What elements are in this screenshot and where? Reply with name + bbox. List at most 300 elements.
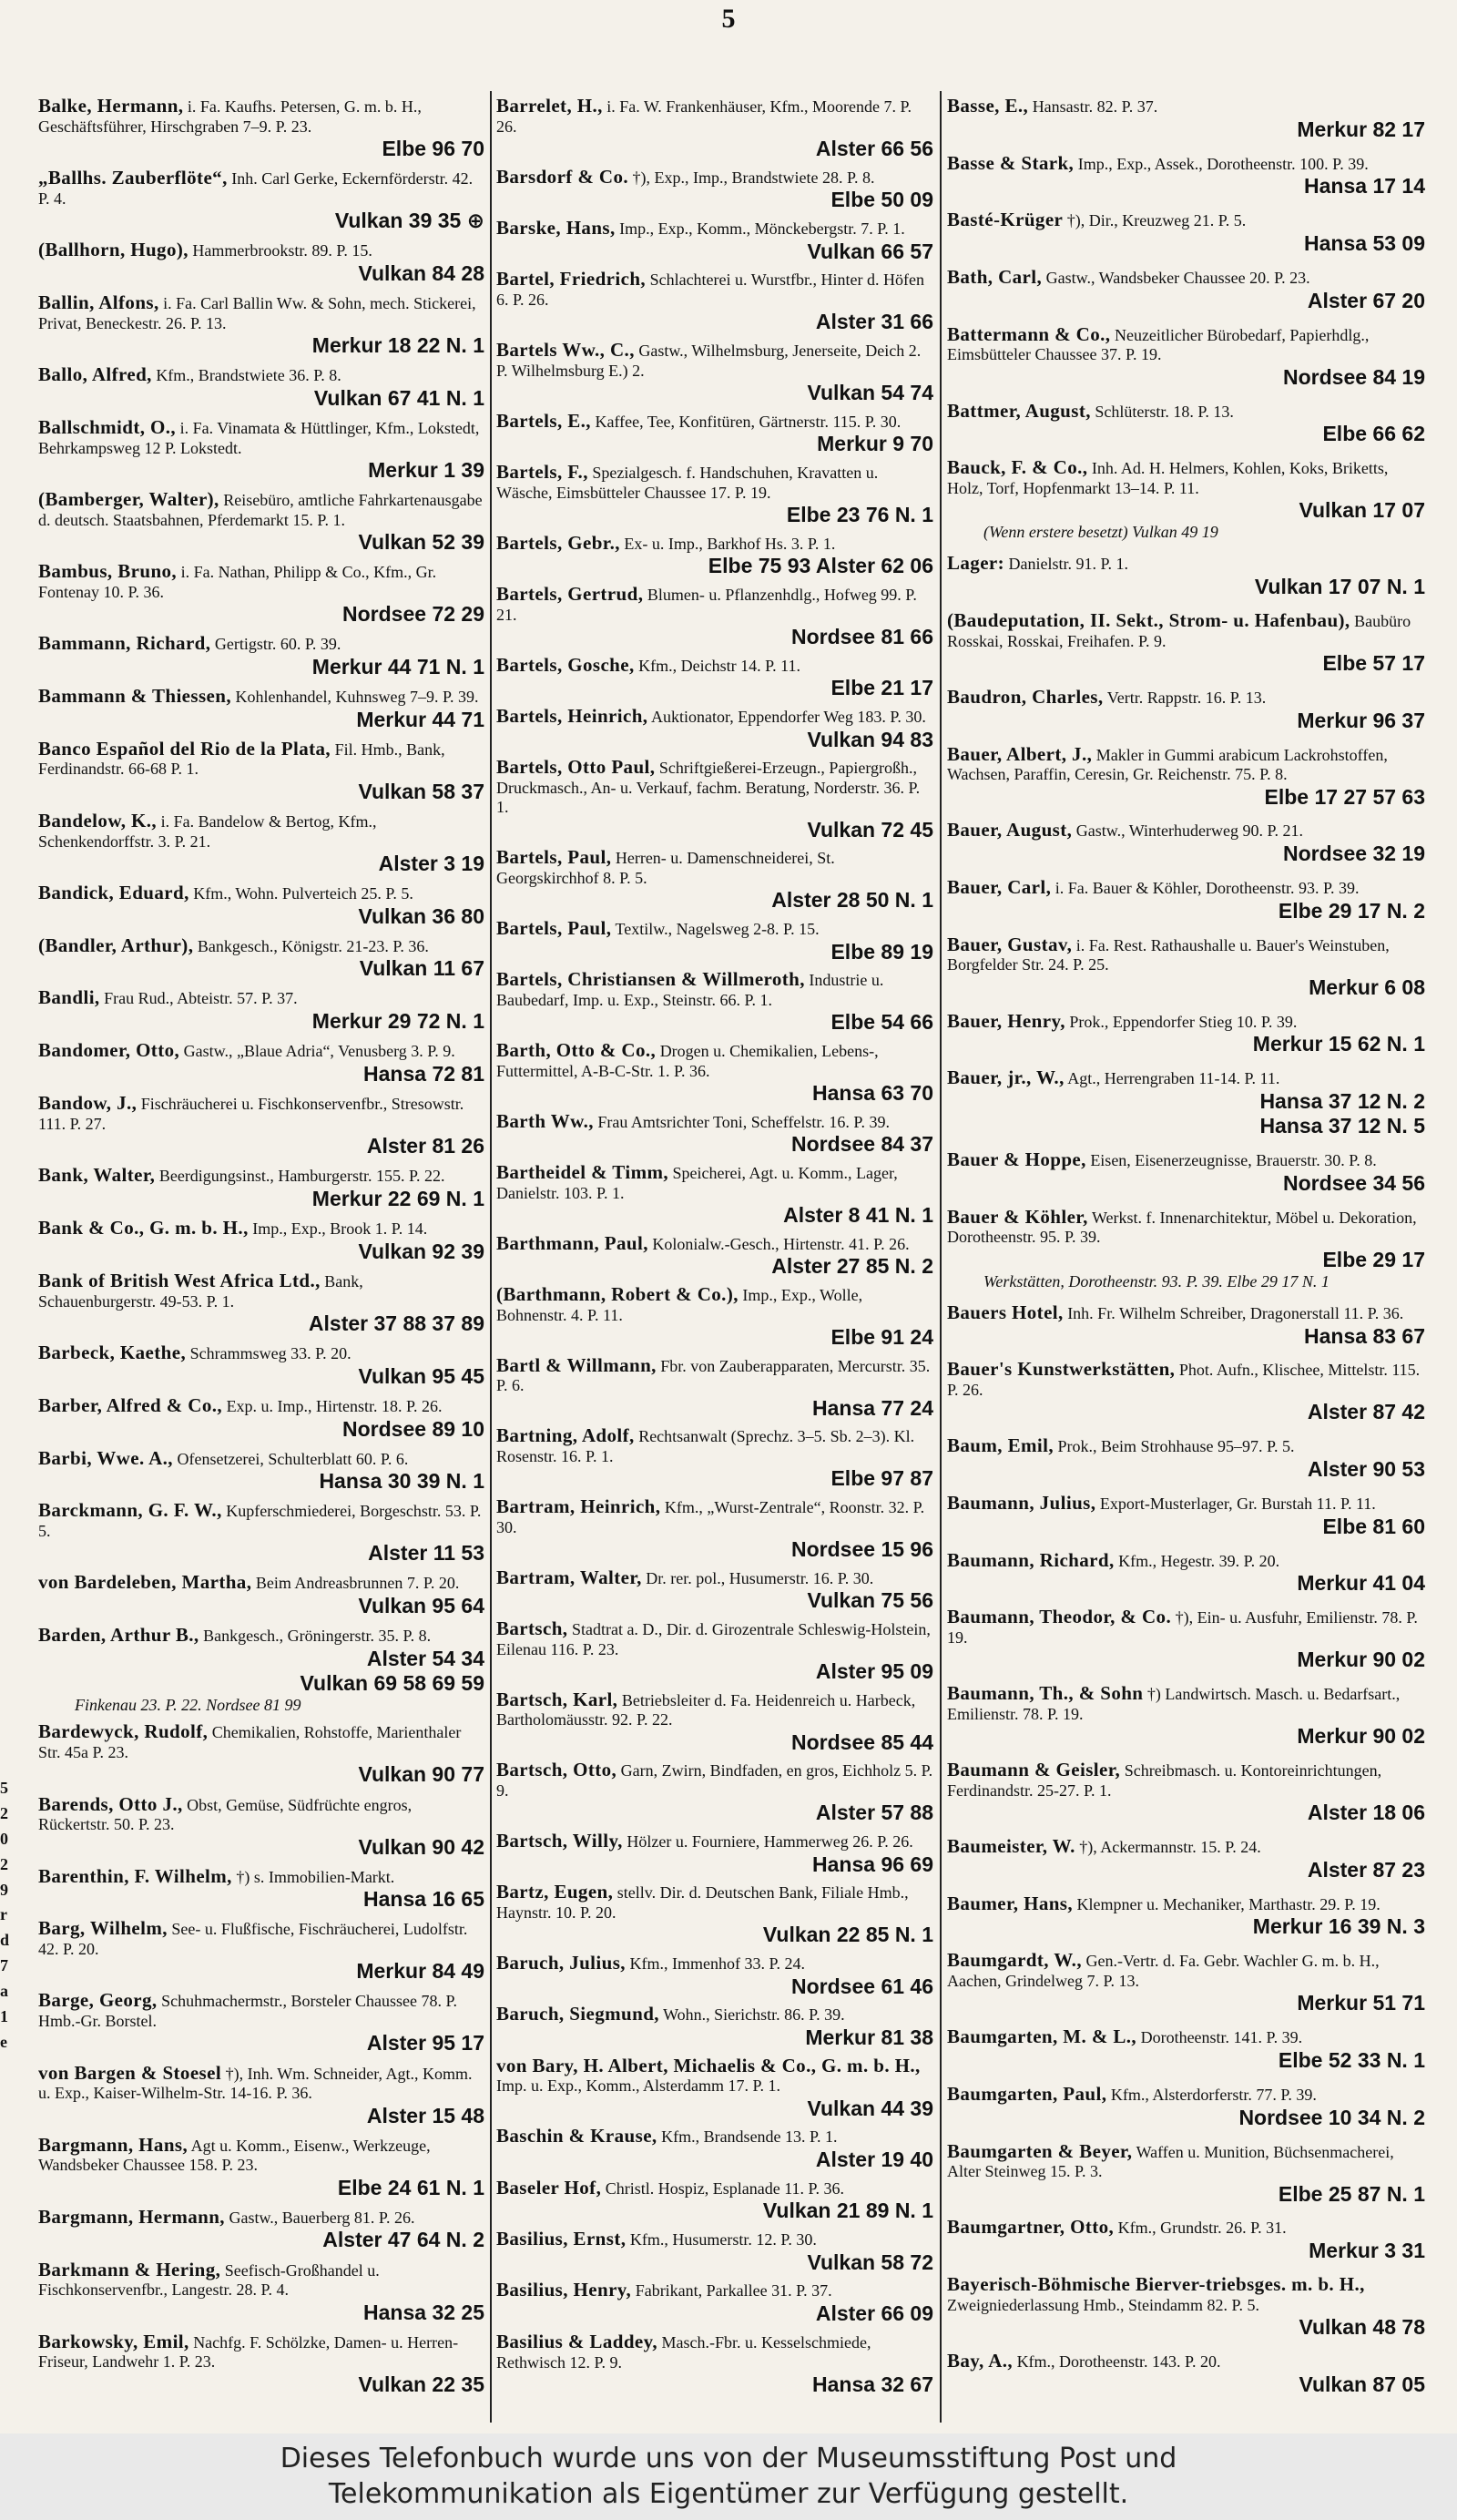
entry-details: Nachfg. F. Schölzke, Damen- u. Herren-Friseur, Landwehr 1. P. 23. (38, 2332, 459, 2372)
phone-number: Nordsee 72 29 (342, 601, 484, 626)
entry-details: Export-Musterlager, Gr. Burstah 11. P. 11. (1099, 1495, 1376, 1514)
phone-number: Merkur 22 69 N. 1 (311, 1186, 484, 1210)
phone-number: Vulkan 11 67 (359, 956, 484, 981)
entry-name: Bandomer, Otto, (38, 1039, 180, 1062)
margin-mark: a (0, 1982, 8, 2001)
phone-number: Alster 47 64 N. 2 (322, 2228, 484, 2252)
phone-number: Alster 95 09 (815, 1658, 933, 1683)
page-number: 5 (721, 4, 736, 34)
entry-name: Barbeck, Kaethe, (38, 1341, 187, 1363)
entry-name: Barthmann, Paul, (496, 1231, 648, 1254)
entry-name: Bank, Walter, (38, 1164, 156, 1187)
entry-details: Werkst. f. Innenarchitektur, Möbel u. Dekoration, Dorotheenstr. 95. P. 39. (947, 1208, 1417, 1247)
phone-number: Merkur 44 71 (356, 707, 484, 731)
phone-number: Vulkan 17 07 N. 1 (1254, 575, 1425, 599)
entry-details: Gastw., Wilhelmsburg, Jenerseite, Deich 2. P. Wilhelmsburg E.) 2. (496, 342, 922, 380)
directory-entry (947, 1835, 1425, 1882)
phone-number: Elbe 29 17 N. 2 (1278, 898, 1425, 923)
entry-details: stellv. Dir. d. Deutschen Bank, Filiale Hmb., Haynstr. 10. P. 20. (496, 1883, 909, 1922)
phone-number: Alster 11 53 (368, 1541, 484, 1566)
phone-number: Hansa 30 39 N. 1 (319, 1469, 484, 1494)
entry-details: Imp. u. Exp., Komm., Alsterdamm 17. P. 1. (496, 2076, 780, 2096)
entry-details: Prok., Beim Strohhause 95–97. P. 5. (1057, 1437, 1295, 1456)
entry-details: Fbr. von Zauberapparaten, Mercurstr. 35. P. 6. (496, 1356, 931, 1395)
entry-details: Ofensetzerei, Schulterblatt 60. P. 6. (177, 1449, 409, 1468)
entry-details: Betriebsleiter d. Fa. Heidenreich u. Harbeck, Bartholomäusstr. 92. P. 22. (496, 1690, 916, 1729)
entry-details: Gertigstr. 60. P. 39. (214, 635, 341, 654)
directory-entry (947, 1434, 1425, 1482)
entry-details: Kfm., Brandsende 13. P. 1. (661, 2127, 838, 2147)
margin-mark: d (0, 1931, 10, 1950)
entry-details: Agt u. Komm., Eisenw., Werkzeuge, Wandsbeker Chaussee 158. P. 23. (38, 2136, 431, 2175)
directory-entry (947, 1682, 1425, 1749)
directory-entry (38, 1039, 484, 1087)
entry-details: Inh. Fr. Wilhelm Schreiber, Dragonerstall 11. P. 36. (1067, 1303, 1404, 1322)
entry-name: Baumann, Julius, (947, 1492, 1096, 1515)
phone-number: Merkur 3 31 (1309, 2239, 1425, 2263)
directory-entry (38, 1217, 484, 1264)
directory-entry (496, 917, 933, 964)
entry-name: Bartels, Paul, (496, 916, 612, 939)
entry-details: Chemikalien, Rohstoffe, Marienthaler Str. 45a P. 23. (38, 1723, 462, 1762)
entry-details: Christl. Hospiz, Esplanade 11. P. 36. (605, 2178, 845, 2198)
directory-entry (38, 363, 484, 411)
entry-details: Imp., Exp., Komm., Mönckebergstr. 7. P. 1. (619, 219, 905, 239)
entry-details: Stadtrat a. D., Dir. d. Girozentrale Schleswig-Holstein, Eilenau 116. P. 23. (496, 1619, 931, 1658)
entry-name: Basse & Stark, (947, 151, 1075, 174)
phone-number: Elbe 54 66 (830, 1010, 933, 1035)
entry-name: Bandli, (38, 986, 100, 1009)
phone-number: Alster 28 50 N. 1 (771, 888, 933, 913)
entry-details: Masch.-Fbr. u. Kesselschmiede, Rethwisch 12. P. 9. (496, 2332, 871, 2372)
entry-name: Bartram, Walter, (496, 1566, 642, 1588)
directory-entry (496, 1566, 933, 1614)
phone-number: Merkur 6 08 (1309, 974, 1425, 999)
directory-entry (496, 705, 933, 752)
entry-name: Bauer & Hoppe, (947, 1148, 1086, 1171)
phone-number: Merkur 90 02 (1297, 1648, 1425, 1672)
entry-details: Beim Andreasbrunnen 7. P. 20. (255, 1574, 460, 1593)
directory-entry (38, 291, 484, 358)
directory-entry (38, 986, 484, 1034)
phone-number: Alster 81 26 (366, 1134, 484, 1158)
directory-entry (947, 1893, 1425, 1940)
directory-entry (947, 934, 1425, 1000)
directory-entry (496, 461, 933, 527)
entry-name: Bartels, Otto Paul, (496, 756, 656, 779)
directory-entry (947, 2083, 1425, 2130)
entry-details: Kfm., Husumerstr. 12. P. 30. (629, 2229, 817, 2249)
phone-number: Alster 37 88 37 89 (308, 1311, 484, 1335)
entry-name: Bandick, Eduard, (38, 881, 189, 903)
phone-number: Alster 90 53 (1307, 1457, 1425, 1482)
phone-number: Alster 66 56 (815, 137, 933, 160)
entry-name: von Bardeleben, Martha, (38, 1571, 252, 1594)
phone-number: Elbe 96 70 (382, 137, 484, 160)
directory-entry (947, 1606, 1425, 1672)
directory-entry (38, 1624, 484, 1715)
column-1 (38, 95, 484, 2397)
entry-details: Inh. Carl Gerke, Eckernförderstr. 42. P. 4. (38, 169, 474, 208)
directory-entry (496, 968, 933, 1035)
entry-details: Bank, Schauenburgerstr. 49-53. P. 1. (38, 1271, 363, 1311)
entry-details: Kfm., Wohn. Pulverteich 25. P. 5. (193, 883, 413, 903)
entry-details: i. Fa. Bauer & Köhler, Dorotheenstr. 93. P. 39. (1055, 879, 1360, 898)
entry-name: (Ballhorn, Hugo), (38, 239, 188, 261)
phone-number: Nordsee 85 44 (791, 1729, 933, 1754)
directory-entry (947, 2216, 1425, 2263)
entry-name: Bartels, Christiansen & Willmeroth, (496, 968, 805, 991)
directory-entry (38, 738, 484, 804)
entry-details: i. Fa. Rest. Rathaushalle u. Bauer's Weinstuben, Borgfelder Str. 24. P. 25. (947, 935, 1390, 974)
entry-name: Baumgarten, Paul, (947, 2082, 1107, 2105)
directory-entry (496, 1759, 933, 1825)
entry-details: †), Ackermannstr. 15. P. 24. (1079, 1838, 1261, 1856)
entry-name: Bartels, Gebr., (496, 531, 620, 554)
entry-name: Bauer & Köhler, (947, 1205, 1088, 1228)
entry-name: von Bargen & Stoesel (38, 2061, 222, 2084)
entry-name: Bank & Co., G. m. b. H., (38, 1217, 249, 1240)
directory-entry (496, 2055, 933, 2121)
entry-name: Bauer, Carl, (947, 876, 1052, 899)
entry-details: Frau Amtsrichter Toni, Scheffelstr. 16. P. 39. (597, 1112, 890, 1131)
entry-details: Inh. Ad. H. Helmers, Kohlen, Koks, Briketts, Holz, Torf, Hopfenmarkt 13–14. P. 11. (947, 459, 1389, 497)
phone-number: Alster 31 66 (815, 310, 933, 334)
phone-number: Elbe 24 61 N. 1 (337, 2175, 484, 2199)
entry-name: Bandow, J., (38, 1092, 138, 1115)
directory-entry (947, 1358, 1425, 1424)
directory-entry (947, 1301, 1425, 1349)
directory-entry (38, 934, 484, 982)
entry-details: Danielstr. 91. P. 1. (1008, 555, 1129, 574)
directory-entry (496, 846, 933, 913)
entry-details: Imp., Exp., Wolle, Bohnenstr. 4. P. 11. (496, 1286, 863, 1324)
phone-number: Merkur 84 49 (356, 1959, 484, 1984)
entry-details: Hölzer u. Fourniere, Hammerweg 26. P. 26. (627, 1831, 913, 1851)
margin-mark: 2 (0, 1803, 8, 1822)
entry-name: Barsdorf & Co. (496, 165, 629, 188)
entry-name: Bath, Carl, (947, 265, 1043, 288)
entry-details: Herren- u. Damenschneiderei, St. Georgskirchhof 8. P. 5. (496, 849, 835, 888)
phone-number: Elbe 23 76 N. 1 (786, 503, 933, 527)
phone-number: Elbe 21 17 (830, 676, 933, 700)
phone-number: Hansa 37 12 N. 2 (1259, 1089, 1425, 1114)
entry-details: Beerdigungsinst., Hamburgerstr. 155. P. 22. (158, 1167, 445, 1186)
directory-entry (496, 1689, 933, 1755)
phone-number: Vulkan 54 74 (807, 381, 933, 405)
entry-name: Baumgarten & Beyer, (947, 2139, 1133, 2162)
entry-details: Prok., Eppendorfer Stieg 10. P. 39. (1069, 1012, 1298, 1031)
entry-name: Ballin, Alfons, (38, 291, 159, 313)
phone-number: Nordsee 84 19 (1283, 364, 1425, 389)
phone-number: Vulkan 39 35 ⊕ (334, 209, 484, 233)
entry-details: Bankgesch., Königstr. 21-23. P. 36. (197, 936, 429, 955)
entry-details: Kupferschmiederei, Borgeschstr. 53. P. 5. (38, 1502, 482, 1541)
directory-entry (496, 2125, 933, 2172)
directory-entry (38, 1447, 484, 1495)
phone-number: Alster 3 19 (378, 851, 484, 875)
phone-number: Elbe 57 17 (1322, 650, 1425, 675)
entry-name: Balke, Hermann, (38, 95, 184, 117)
phone-number: Hansa 96 69 (812, 1852, 933, 1876)
directory-entry (947, 2350, 1425, 2397)
phone-number: Elbe 89 19 (830, 939, 933, 964)
entry-name: Baruch, Julius, (496, 1951, 626, 1974)
phone-number: Hansa 17 14 (1304, 174, 1425, 199)
phone-number: Vulkan 84 28 (358, 260, 484, 285)
entry-details: Zweigniederlassung Hmb., Steindamm 82. P. 5. (947, 2295, 1259, 2314)
directory-entry (38, 2259, 484, 2325)
directory-entry (496, 654, 933, 701)
entry-details: Schlüterstr. 18. P. 13. (1095, 402, 1234, 421)
entry-details: Gastw., Wandsbeker Chaussee 20. P. 23. (1045, 268, 1310, 287)
phone-number: Merkur 41 04 (1297, 1571, 1425, 1596)
entry-details: Fischräucherei u. Fischkonservenfbr., Stresowstr. 111. P. 27. (38, 1095, 464, 1133)
entry-name: Bank of British West Africa Ltd., (38, 1269, 321, 1291)
entry-name: Bartels, F., (496, 461, 588, 484)
phone-number: Elbe 25 87 N. 1 (1278, 2181, 1425, 2206)
phone-number: Merkur 96 37 (1297, 708, 1425, 732)
margin-mark: r (0, 1905, 7, 1924)
directory-entry (496, 2331, 933, 2397)
entry-details: Kfm., „Wurst-Zentrale“, Roonstr. 32. P. 30. (496, 1497, 925, 1536)
entry-name: Bartning, Adolf, (496, 1424, 635, 1447)
entry-details: Imp., Exp., Brook 1. P. 14. (252, 1219, 428, 1239)
entry-details: Kolonialw.-Gesch., Hirtenstr. 41. P. 26. (652, 1234, 910, 1253)
directory-entry (947, 95, 1425, 142)
phone-number: Hansa 63 70 (812, 1080, 933, 1105)
entry-name: Basse, E., (947, 95, 1029, 117)
margin-mark: 1 (0, 2007, 8, 2026)
entry-details: Eisen, Eisenerzeugnisse, Brauerstr. 30. P. 8. (1090, 1151, 1377, 1170)
entry-name: Barends, Otto J., (38, 1792, 183, 1815)
entry-name: (Bamberger, Walter), (38, 487, 219, 510)
directory-entry (947, 152, 1425, 199)
phone-number: Merkur 1 39 (368, 457, 484, 482)
entry-name: Bambus, Bruno, (38, 559, 178, 582)
entry-name: Barge, Georg, (38, 1989, 158, 2012)
directory-entry (947, 876, 1425, 923)
directory-entry (496, 2003, 933, 2050)
phone-number: Alster 54 34 (366, 1647, 484, 1671)
entry-details: Kaffee, Tee, Konfitüren, Gärtnerstr. 115. P. 30. (595, 412, 902, 431)
left-margin-marks (0, 1776, 13, 2056)
phone-number: Alster 8 41 N. 1 (783, 1202, 933, 1227)
entry-details: Fil. Hmb., Bank, Ferdinandstr. 66-68 P. 1. (38, 740, 445, 779)
phone-number: Vulkan 52 39 (358, 529, 484, 554)
phone-number: Elbe 97 87 (830, 1466, 933, 1491)
phone-number: Nordsee 34 56 (1283, 1170, 1425, 1195)
entry-details: Vertr. Rappstr. 16. P. 13. (1106, 688, 1267, 707)
directory-entry (947, 819, 1425, 866)
entry-name: Ballo, Alfred, (38, 363, 152, 386)
entry-details: Hammerbrookstr. 89. P. 15. (192, 241, 372, 260)
entry-details: Gen.-Vertr. d. Fa. Gebr. Wachler G. m. b. H., Aachen, Grindelweg 7. P. 13. (947, 1952, 1380, 1991)
entry-details: Auktionator, Eppendorfer Weg 183. P. 30. (650, 708, 926, 727)
directory-entry (38, 1092, 484, 1158)
entry-name: Bargmann, Hans, (38, 2133, 188, 2156)
phone-number: Vulkan 17 07 (1299, 498, 1425, 523)
entry-details: Kfm., Alsterdorferstr. 77. P. 39. (1110, 2085, 1317, 2104)
phone-number: Alster 27 85 N. 2 (771, 1254, 933, 1279)
directory-entry (947, 1010, 1425, 1057)
entry-details: Schriftgießerei-Erzeugn., Papiergroßh., Druckmasch., An- u. Verkauf, fachm. Beratung, Norderstr. 36. P. 1. (496, 759, 921, 817)
entry-details: Wohn., Sierichstr. 86. P. 39. (663, 2005, 845, 2025)
directory-entry (947, 1066, 1425, 1138)
directory-entry (38, 1917, 484, 1984)
directory-entry (496, 1232, 933, 1280)
phone-number: Alster 66 09 (815, 2301, 933, 2326)
phone-number: Alster 18 06 (1307, 1801, 1425, 1825)
directory-entry (38, 2206, 484, 2253)
entry-name: Bartsch, Karl, (496, 1688, 618, 1710)
entry-details: Dr. rer. pol., Husumerstr. 16. P. 30. (646, 1568, 874, 1587)
directory-entry (38, 1571, 484, 1618)
directory-entry (38, 1270, 484, 1336)
phone-number: Hansa 32 67 (812, 2372, 933, 2396)
footer-line-2: Telekommunikation als Eigentümer zur Verfügung gestellt. (328, 2478, 1129, 2510)
phone-number: Elbe 81 60 (1322, 1514, 1425, 1538)
entry-details: Baubüro Rosskai, Rosskai, Freihafen. P. 9. (947, 611, 1411, 650)
entry-name: Basilius, Henry, (496, 2279, 632, 2301)
phone-number: Vulkan 22 85 N. 1 (762, 1923, 933, 1947)
directory-entry (496, 1495, 933, 1562)
directory-entry (38, 167, 484, 233)
entry-name: Barber, Alfred & Co., (38, 1393, 223, 1416)
phone-number: Vulkan 58 37 (358, 779, 484, 803)
directory-entry (947, 552, 1425, 599)
entry-name: Baumann & Geisler, (947, 1759, 1121, 1781)
entry-extra-line: Werkstätten, Dorotheenstr. 93. P. 39. Elbe 29 17 N. 1 (983, 1271, 1330, 1291)
entry-details: i. Fa. W. Frankenhäuser, Kfm., Moorende 7. P. 26. (496, 97, 912, 136)
entry-details: Gastw., Winterhuderweg 90. P. 21. (1075, 821, 1304, 841)
entry-name: Bartels, Paul, (496, 846, 612, 869)
entry-extra-line: Finkenau 23. P. 22. Nordsee 81 99 (75, 1696, 301, 1715)
directory-entry (947, 1492, 1425, 1539)
entry-name: Bauck, F. & Co., (947, 456, 1088, 479)
entry-details: Kfm., Brandstwiete 36. P. 8. (156, 366, 341, 385)
directory-entry (496, 1617, 933, 1684)
entry-details: Schrammsweg 33. P. 20. (189, 1343, 352, 1362)
column-2 (496, 95, 933, 2397)
entry-name: Banco Español del Rio de la Plata, (38, 737, 331, 760)
phone-number: Vulkan 95 45 (358, 1363, 484, 1388)
entry-details: Phot. Aufn., Klischee, Mittelstr. 115. P. 26. (947, 1361, 1421, 1400)
footer-line-1: Dieses Telefonbuch wurde uns von der Museumsstiftung Post und (280, 2443, 1177, 2474)
directory-entry (38, 1499, 484, 1566)
entry-name: Bargmann, Hermann, (38, 2205, 225, 2228)
phone-number: Nordsee 89 10 (342, 1416, 484, 1441)
entry-name: Bartsch, (496, 1617, 568, 1639)
entry-name: Bauers Hotel, (947, 1301, 1064, 1323)
entry-details: Rechtsanwalt (Sprechz. 3–5. Sb. 2–3). Kl. Rosenstr. 16. P. 1. (496, 1427, 915, 1466)
phone-number: Elbe 52 33 N. 1 (1278, 2047, 1425, 2072)
directory-entry (496, 2177, 933, 2224)
entry-details: †), Dir., Kreuzweg 21. P. 5. (1066, 211, 1247, 230)
directory-entry (38, 560, 484, 627)
directory-entry (496, 583, 933, 649)
entry-name: Baumann, Richard, (947, 1548, 1115, 1571)
entry-name: Baumgardt, W., (947, 1949, 1082, 1972)
phone-number: Hansa 72 81 (363, 1062, 484, 1087)
directory-entry (947, 209, 1425, 256)
entry-name: Bandelow, K., (38, 809, 158, 831)
column-divider (490, 91, 492, 2423)
entry-details: Hansastr. 82. P. 37. (1032, 97, 1158, 116)
directory-entry (38, 2062, 484, 2128)
entry-details: Reisebüro, amtliche Fahrkartenausgabe d. deutsch. Staatsbahnen, Pferdemarkt 15. P. 1. (38, 490, 483, 529)
phone-number: Merkur 81 38 (805, 2025, 933, 2049)
entry-name: Barth Ww., (496, 1109, 594, 1132)
phone-number: Alster 57 88 (815, 1801, 933, 1825)
phone-number: Hansa 53 09 (1304, 231, 1425, 256)
directory-entry (496, 339, 933, 405)
entry-details: Drogen u. Chemikalien, Lebens-, Futtermittel, A-B-C-Str. 1. P. 36. (496, 1041, 879, 1080)
directory-entry (38, 95, 484, 161)
directory-entry (38, 1720, 484, 1787)
entry-name: Lager: (947, 552, 1005, 575)
directory-entry (496, 1881, 933, 1947)
phone-number: Elbe 75 93 Alster 62 06 (708, 554, 933, 578)
column-3 (947, 95, 1425, 2397)
entry-name: Baumann, Th., & Sohn (947, 1682, 1144, 1705)
entry-name: Bartheidel & Timm, (496, 1160, 669, 1183)
entry-details: Blumen- u. Pflanzenhdlg., Hofweg 99. P. 21. (496, 586, 917, 624)
entry-name: Baumann, Theodor, & Co. (947, 1606, 1172, 1628)
entry-details: i. Fa. Vinamata & Hüttlinger, Kfm., Lokstedt, Behrkampsweg 12 P. Lokstedt. (38, 418, 480, 457)
entry-name: Bartels, Gertrud, (496, 583, 644, 606)
entry-details: Textilw., Nagelsweg 2-8. P. 15. (615, 919, 820, 938)
directory-entry (947, 609, 1425, 676)
directory-entry (947, 323, 1425, 390)
directory-entry (38, 1989, 484, 2056)
directory-entry (496, 268, 933, 334)
directory-entry (496, 2279, 933, 2326)
entry-details: Obst, Gemüse, Südfrüchte engros, Rückertstr. 50. P. 23. (38, 1795, 413, 1834)
directory-entry (496, 756, 933, 842)
phone-number: Vulkan 44 39 (807, 2096, 933, 2120)
phone-number: Vulkan 72 45 (807, 817, 933, 842)
entry-details: Kfm., Deichstr 14. P. 11. (638, 656, 800, 675)
phone-number: Hansa 37 12 N. 5 (1259, 1114, 1425, 1138)
directory-entry (496, 1161, 933, 1228)
phone-number: Nordsee 32 19 (1283, 842, 1425, 866)
entry-details: Neuzeitlicher Bürobedarf, Papierhdlg., Eimsbütteler Chaussee 37. P. 19. (947, 325, 1370, 364)
directory-entry (38, 1793, 484, 1860)
entry-details: Speicherei, Agt. u. Komm., Lager, Danielstr. 103. P. 1. (496, 1163, 898, 1202)
entry-name: Bauer's Kunstwerkstätten, (947, 1358, 1176, 1381)
phone-number: Hansa 77 24 (812, 1395, 933, 1420)
directory-entry (38, 1164, 484, 1211)
directory-entry (38, 2331, 484, 2397)
entry-details: Kohlenhandel, Kuhnsweg 7–9. P. 39. (235, 687, 479, 706)
directory-entry (496, 1952, 933, 1999)
entry-details: Kfm., Hegestr. 39. P. 20. (1118, 1551, 1280, 1570)
directory-entry (496, 217, 933, 264)
directory-entry (38, 685, 484, 732)
phone-number: Nordsee 81 66 (791, 625, 933, 649)
phone-number: Merkur 16 39 N. 3 (1252, 1914, 1425, 1939)
entry-name: Barske, Hans, (496, 217, 616, 240)
entry-name: Basilius & Laddey, (496, 2330, 658, 2352)
entry-name: Baschin & Krause, (496, 2125, 657, 2148)
entry-name: Bauer, Gustav, (947, 933, 1073, 955)
directory-entry (38, 1865, 484, 1913)
phone-number: Vulkan 92 39 (358, 1239, 484, 1263)
entry-details: Bankgesch., Gröningerstr. 35. P. 8. (203, 1627, 432, 1646)
entry-details: i. Fa. Carl Ballin Ww. & Sohn, mech. Stickerei, Privat, Beneckestr. 26. P. 13. (38, 293, 476, 332)
footer-notice (0, 2433, 1457, 2520)
